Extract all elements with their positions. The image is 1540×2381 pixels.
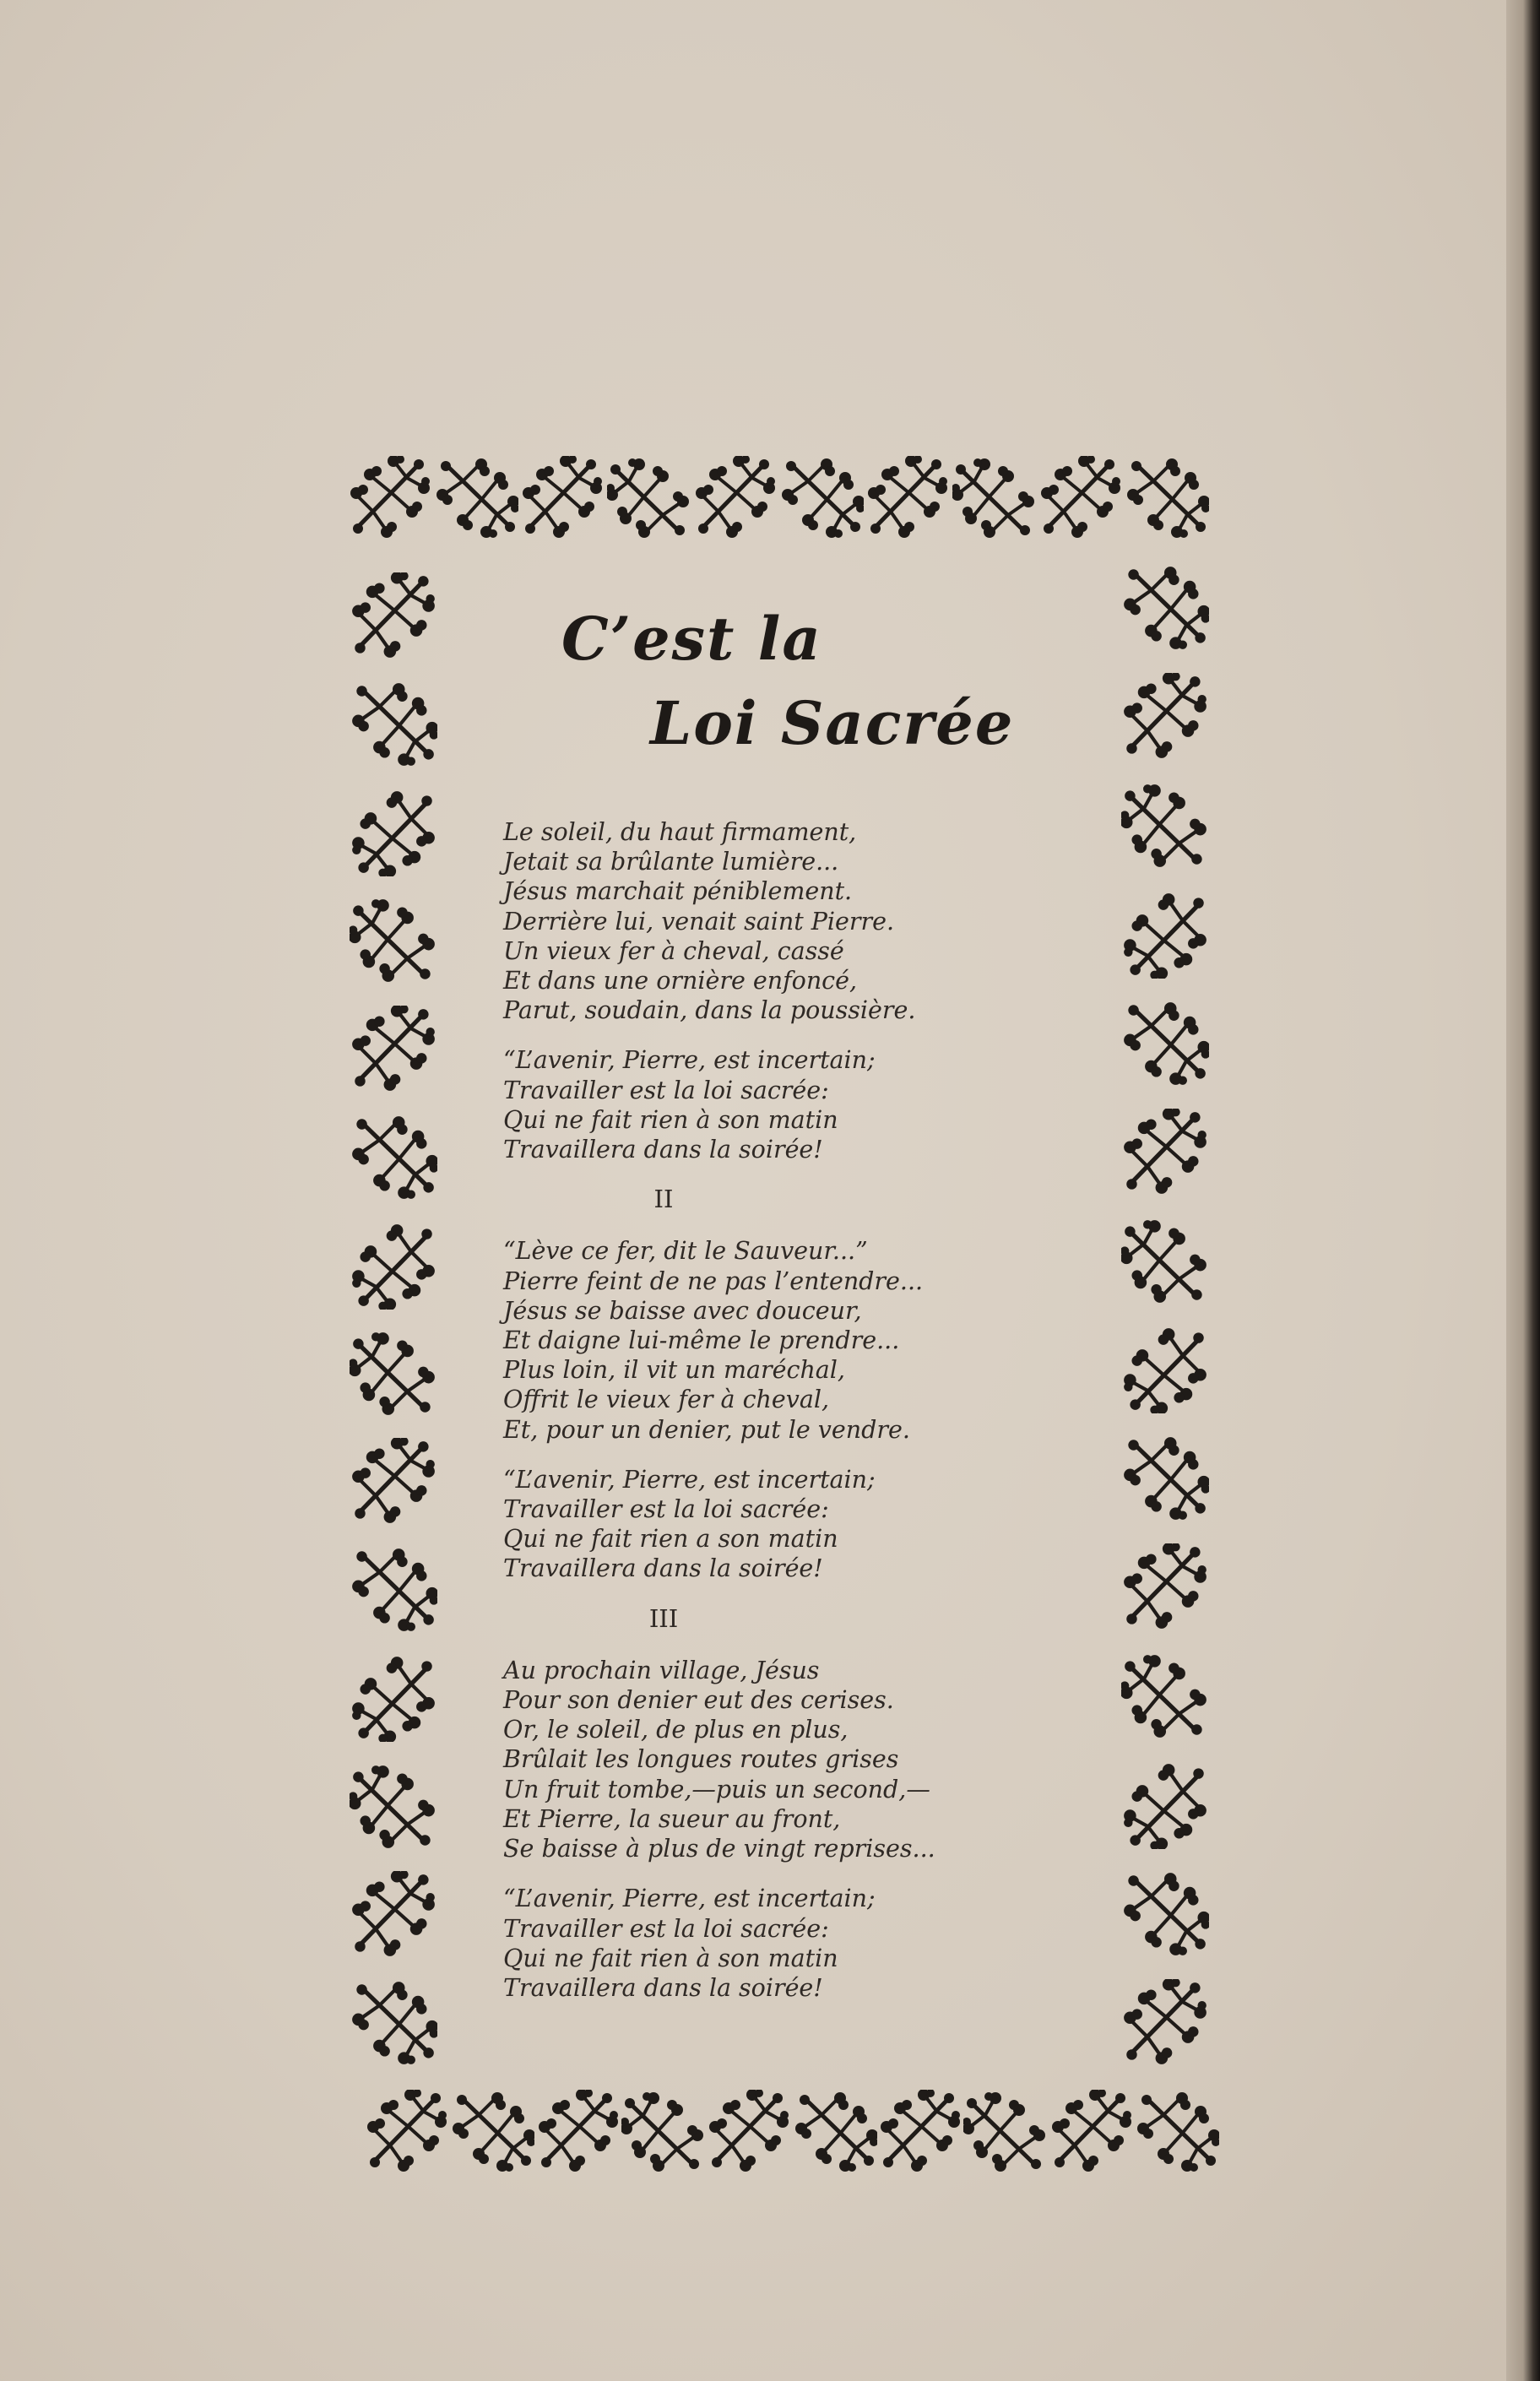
verse-line: Et daigne lui-même le prendre...: [503, 1326, 900, 1355]
floral-sprig-icon: [1121, 673, 1209, 761]
floral-sprig-icon: [1121, 1543, 1209, 1631]
floral-sprig-icon: [1121, 1000, 1209, 1087]
floral-sprig-icon: [1121, 1109, 1209, 1196]
floral-sprig-icon: [1121, 1326, 1209, 1413]
floral-sprig-icon: [1121, 1435, 1209, 1522]
floral-sprig-icon: [350, 897, 437, 984]
floral-sprig-icon: [1121, 1761, 1209, 1849]
verse-line: Qui ne fait rien a son matin: [503, 1525, 838, 1554]
verse-line: Pierre feint de ne pas l’entendre...: [503, 1266, 924, 1295]
floral-sprig-icon: [1121, 891, 1209, 979]
ornamental-border-top: [348, 456, 1209, 540]
verse-line: Parut, soudain, dans la poussière.: [503, 996, 916, 1025]
verse-line: Au prochain village, Jésus: [503, 1656, 820, 1684]
verse-line: Offrit le vieux fer à cheval,: [503, 1386, 830, 1414]
floral-sprig-icon: [952, 456, 1037, 540]
floral-sprig-icon: [793, 2090, 877, 2174]
verse-line: Jetait sa brûlante lumière...: [503, 848, 839, 876]
floral-sprig-icon: [1121, 1870, 1209, 1958]
verse-line: Travaillera dans la soirée!: [503, 1973, 823, 2002]
floral-sprig-icon: [350, 1871, 437, 1959]
floral-sprig-icon: [1121, 1979, 1209, 2067]
poem-body: [503, 817, 1060, 2023]
verse-line: Pour son denier eut des cerises.: [503, 1686, 894, 1715]
verse-line: Et dans une ornière enfoncé,: [503, 967, 858, 995]
stanza: [503, 1236, 1060, 1444]
floral-sprig-icon: [1125, 456, 1209, 540]
verse-line: Travailler est la loi sacrée:: [503, 1914, 829, 1943]
verse-line: “Lève ce fer, dit le Sauveur...”: [503, 1237, 868, 1266]
floral-sprig-icon: [365, 2090, 449, 2174]
floral-sprig-icon: [621, 2090, 706, 2174]
floral-sprig-icon: [350, 1006, 437, 1093]
floral-sprig-icon: [350, 1438, 437, 1526]
floral-sprig-icon: [520, 456, 605, 540]
floral-sprig-icon: [350, 1654, 437, 1742]
poem-title-line-1: C’est la: [561, 604, 822, 674]
verse-line: Qui ne fait rien à son matin: [503, 1105, 838, 1134]
section-numeral: II: [653, 1185, 674, 1214]
floral-sprig-icon: [1038, 456, 1123, 540]
stanza: [503, 1656, 1060, 1863]
verse-line: Plus loin, il vit un maréchal,: [503, 1356, 845, 1385]
verse-line: Se baisse à plus de vingt reprises...: [503, 1835, 935, 1863]
verse-line: “L’avenir, Pierre, est incertain;: [503, 1885, 876, 1913]
floral-sprig-icon: [1121, 782, 1209, 870]
floral-sprig-icon: [1121, 1218, 1209, 1305]
verse-line: Travailler est la loi sacrée:: [503, 1495, 829, 1524]
poem-title-line-2: Loi Sacrée: [650, 688, 1015, 758]
verse-line: Un fruit tombe,—puis un second,—: [503, 1775, 930, 1803]
floral-sprig-icon: [536, 2090, 621, 2174]
floral-sprig-icon: [348, 456, 432, 540]
ornamental-border-bottom: [365, 2090, 1219, 2174]
book-gutter-shadow: [1506, 0, 1540, 2381]
floral-sprig-icon: [865, 456, 950, 540]
ornamental-border-right: [1121, 564, 1209, 2067]
floral-sprig-icon: [963, 2090, 1048, 2174]
verse-line: Or, le soleil, de plus en plus,: [503, 1716, 849, 1744]
verse-line: Et Pierre, la sueur au front,: [503, 1804, 841, 1833]
verse-line: Qui ne fait rien à son matin: [503, 1944, 838, 1972]
verse-line: Le soleil, du haut firmament,: [503, 818, 857, 846]
floral-sprig-icon: [1121, 1652, 1209, 1740]
floral-sprig-icon: [350, 1222, 437, 1310]
verse-line: Et, pour un denier, put le vendre.: [503, 1415, 910, 1444]
stanza: [503, 1465, 1060, 1584]
floral-sprig-icon: [779, 456, 864, 540]
floral-sprig-icon: [607, 456, 691, 540]
floral-sprig-icon: [1121, 564, 1209, 652]
section-numeral: III: [648, 1603, 679, 1633]
floral-sprig-icon: [1049, 2090, 1134, 2174]
verse-line: Brûlait les longues routes grises: [503, 1745, 899, 1774]
floral-sprig-icon: [707, 2090, 791, 2174]
verse-line: Travaillera dans la soirée!: [503, 1554, 823, 1583]
verse-line: “L’avenir, Pierre, est incertain;: [503, 1465, 876, 1494]
ornamental-border-left: [350, 572, 437, 2067]
verse-line: Un vieux fer à cheval, cassé: [503, 936, 844, 965]
stanza: [503, 1884, 1060, 2003]
stanza: [503, 1045, 1060, 1164]
floral-sprig-icon: [350, 1763, 437, 1851]
verse-line: Jésus marchait péniblement.: [503, 877, 853, 906]
floral-sprig-icon: [693, 456, 778, 540]
floral-sprig-icon: [350, 1979, 437, 2067]
verse-line: Travailler est la loi sacrée:: [503, 1076, 829, 1104]
floral-sprig-icon: [350, 1546, 437, 1634]
floral-sprig-icon: [878, 2090, 962, 2174]
verse-line: Travaillera dans la soirée!: [503, 1136, 823, 1164]
floral-sprig-icon: [450, 2090, 534, 2174]
floral-sprig-icon: [350, 1114, 437, 1201]
floral-sprig-icon: [350, 681, 437, 768]
floral-sprig-icon: [350, 572, 437, 660]
verse-line: “L’avenir, Pierre, est incertain;: [503, 1046, 876, 1075]
stanza: [503, 817, 1060, 1025]
floral-sprig-icon: [1135, 2090, 1219, 2174]
floral-sprig-icon: [350, 789, 437, 876]
verse-line: Jésus se baisse avec douceur,: [503, 1296, 862, 1325]
floral-sprig-icon: [350, 1330, 437, 1418]
verse-line: Derrière lui, venait saint Pierre.: [503, 907, 895, 936]
floral-sprig-icon: [434, 456, 518, 540]
